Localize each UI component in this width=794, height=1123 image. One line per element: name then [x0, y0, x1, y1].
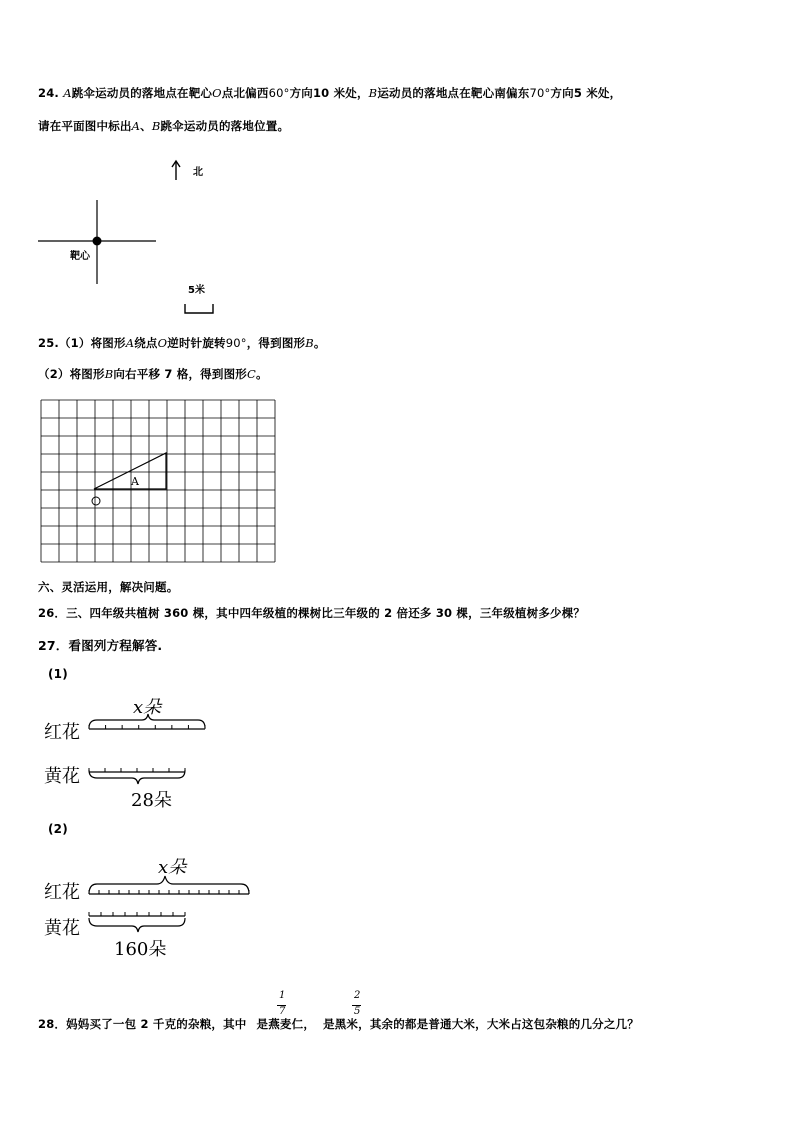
- q25-line1: 25.（1）将图形A绕点O逆时针旋转90°，得到图形B。: [38, 336, 326, 350]
- shape-a-triangle: [94, 453, 166, 489]
- q27-part2-diagram: [85, 868, 255, 938]
- q27-part2-row2-label: 黄花: [44, 918, 80, 939]
- shape-a-label: A: [131, 475, 139, 488]
- q24-line2: 请在平面图中标出A、B跳伞运动员的落地位置。: [38, 119, 290, 133]
- q25-grid: [40, 399, 276, 565]
- q27-part1-row2-label: 黄花: [44, 766, 80, 787]
- target-center-label: 靶心: [70, 251, 90, 262]
- q27-title: 27．看图列方程解答.: [38, 638, 163, 653]
- q27-part1-bottom-label: 28朵: [131, 790, 172, 811]
- scale-bar: [185, 304, 213, 313]
- q27-part1-label: (1): [48, 667, 68, 681]
- q27-part1-diagram: [85, 712, 215, 787]
- q24-line1: 24. A跳伞运动员的落地点在靶心O点北偏西60°方向10 米处，B运动员的落地点在靶心南偏东70°方向5 米处，: [38, 86, 622, 100]
- q28-fraction2-numerator: 2: [354, 990, 361, 1001]
- q27-part2-bottom-brace: [89, 918, 185, 932]
- q28-fraction1-numerator: 1: [279, 990, 286, 1001]
- q26-text: 26．三、四年级共植树 360 棵，其中四年级植的棵树比三年级的 2 倍还多 30 棵，三年级植树多少棵？: [38, 606, 586, 620]
- q25-line2: （2）将图形B向右平移 7 格，得到图形C。: [38, 367, 268, 381]
- q27-part2-row1-label: 红花: [44, 882, 80, 903]
- point-o-marker: [92, 497, 100, 505]
- q27-part2-label: (2): [48, 822, 68, 836]
- q27-part1-top-label: x朵: [133, 697, 162, 718]
- section-6-heading: 六、灵活运用，解决问题。: [38, 580, 179, 594]
- q28-fraction2-denominator: 5: [354, 1006, 361, 1017]
- north-label: 北: [193, 167, 203, 178]
- q27-part1-top-brace: [89, 714, 205, 728]
- scale-label: 5米: [188, 285, 205, 296]
- q28-text: 28．妈妈买了一包 2 千克的杂粮，其中 是燕麦仁， 是黑米，其余的都是普通大米，大米占这包杂粮的几分之几？: [38, 1017, 639, 1031]
- q27-part2-bottom-label: 160朵: [114, 939, 167, 960]
- q28-fraction1-denominator: 7: [279, 1006, 286, 1017]
- q27-part2-top-label: x朵: [158, 857, 187, 878]
- q27-part1-row1-label: 红花: [44, 722, 80, 743]
- target-center-dot: [93, 237, 102, 246]
